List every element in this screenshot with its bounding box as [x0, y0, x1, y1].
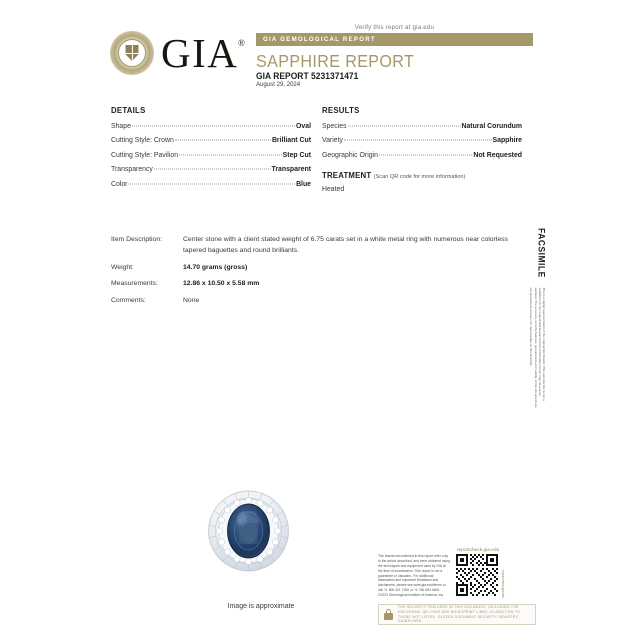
leader-dots [128, 183, 295, 184]
results-heading: RESULTS [322, 106, 360, 115]
details-heading: DETAILS [111, 106, 146, 115]
item-description-section [111, 234, 511, 311]
qr-side-label: reportcheck.gia.edu [501, 570, 505, 598]
detail-label-cutting-style-crown: Cutting Style: Crown [111, 137, 174, 145]
leader-dots [132, 126, 295, 127]
detail-label-cutting-style-pavilion: Cutting Style: Pavilion [111, 151, 179, 159]
center-sapphire-stone [228, 504, 270, 558]
security-notice-text: THE SECURITY FEATURES IN THIS DOCUMENT, INCLUDING THE HOLOGRAM, QR CODE AND MICROPRINT LINES, IN ADDITION TO THOSE NOT LISTED, EXCEED DOCUMENT SECURITY INDUSTRY GUIDELINES. [398, 604, 521, 624]
detail-row-transparency [111, 166, 311, 173]
leader-dots [344, 140, 492, 141]
report-number: GIA REPORT 5231371471 [256, 70, 359, 81]
result-label-geographic-origin: Geographic Origin [322, 151, 378, 159]
description-label-item: Item Description: [111, 236, 162, 243]
report-disclaimer: The results documented in this report refer only to the article described, and were obtained using the techniques and equipment used by GIA at the time of examination. This report is not a guarantee or valuation. For additional information and important limitations and disclaimers, please see www.gia.edu/terms or call +1 800 421 7250 or +1 760 603 4500. ©2023 Gemological Institute of America, Inc. [378, 554, 450, 597]
detail-value-transparency: Transparent [271, 166, 311, 174]
detail-row-shape [111, 123, 311, 130]
banner-label: GIA GEMOLOGICAL REPORT [263, 36, 376, 44]
lock-icon [384, 609, 393, 620]
description-value-weight: 14.70 grams (gross) [183, 263, 248, 271]
result-value-variety: Sapphire [492, 137, 522, 145]
result-label-species: Species [322, 123, 347, 130]
treatment-heading [322, 171, 522, 180]
detail-label-transparency: Transparency [111, 166, 153, 174]
ring-illustration [196, 483, 301, 588]
facsimile-fine-print: This is a digital representation of the original GIA Report. This reproduction is not a substitute for the original GIA Report and the information herein may have been updated. The accuracy, security features, genuineness and validity of this document are not guaranteed and are not reproducible on this facsimile. [529, 287, 546, 408]
gemological-report-banner [256, 33, 533, 46]
shield-icon [126, 45, 139, 61]
result-row-variety [322, 137, 522, 144]
detail-row-cutting-style-pavilion [111, 152, 311, 159]
gia-wordmark-text: GIA [161, 29, 239, 76]
qr-code-image [455, 553, 499, 597]
leader-dots [379, 154, 472, 155]
treatment-heading-text: TREATMENT [322, 170, 372, 180]
description-value-measurements: 12.86 x 10.50 x 5.58 mm [183, 280, 260, 287]
description-row-item [111, 234, 511, 256]
gemstone-image [196, 483, 301, 588]
detail-label-color: Color [111, 180, 128, 188]
description-row-measurements [111, 278, 511, 289]
gia-logo [110, 31, 246, 75]
detail-value-color: Blue [296, 180, 311, 188]
description-row-comments [111, 295, 511, 306]
image-caption: Image is approximate [227, 603, 295, 610]
registered-mark-icon: ® [238, 37, 247, 48]
detail-value-shape: Oval [296, 123, 311, 130]
gia-wordmark [161, 29, 247, 76]
description-value-comments: None [183, 296, 200, 304]
report-header [0, 0, 640, 96]
detail-label-shape: Shape [111, 123, 131, 130]
detail-row-color [111, 181, 311, 188]
facsimile-label: FACSIMILE [535, 228, 547, 278]
security-notice [378, 604, 536, 625]
detail-row-cutting-style-crown [111, 137, 311, 144]
leader-dots [179, 154, 282, 155]
details-section [111, 106, 311, 195]
result-row-geographic-origin [322, 152, 522, 159]
leader-dots [348, 126, 461, 127]
gia-seal-icon [110, 31, 154, 75]
description-label-weight: Weight: [111, 263, 134, 271]
verify-report-link[interactable]: Verify this report at gia.edu [354, 24, 435, 31]
treatment-value: Heated [322, 185, 345, 193]
result-label-variety: Variety [322, 137, 343, 145]
result-value-geographic-origin: Not Requested [473, 151, 522, 159]
detail-value-cutting-style-crown: Brilliant Cut [271, 137, 311, 145]
result-value-species: Natural Corundum [461, 123, 522, 130]
report-date: August 29, 2024 [256, 81, 301, 88]
description-label-comments: Comments: [111, 296, 146, 304]
leader-dots [154, 169, 271, 170]
qr-code-label: reportcheck.gia.edu [457, 547, 500, 552]
description-label-measurements: Measurements: [111, 280, 158, 287]
description-value-item: Center stone with a client stated weight of 6.75 carats set in a white metal ring with numerous near colorless tapered baguettes and round brilliants. [183, 236, 508, 254]
result-row-species [322, 123, 522, 130]
page-title: SAPPHIRE REPORT [256, 51, 415, 71]
treatment-note: (Scan QR code for more information) [373, 173, 466, 180]
leader-dots [175, 140, 271, 141]
qr-code[interactable] [455, 553, 499, 597]
facsimile-watermark [523, 228, 553, 408]
description-row-weight [111, 262, 511, 273]
detail-value-cutting-style-pavilion: Step Cut [282, 151, 311, 159]
results-section [322, 106, 522, 193]
